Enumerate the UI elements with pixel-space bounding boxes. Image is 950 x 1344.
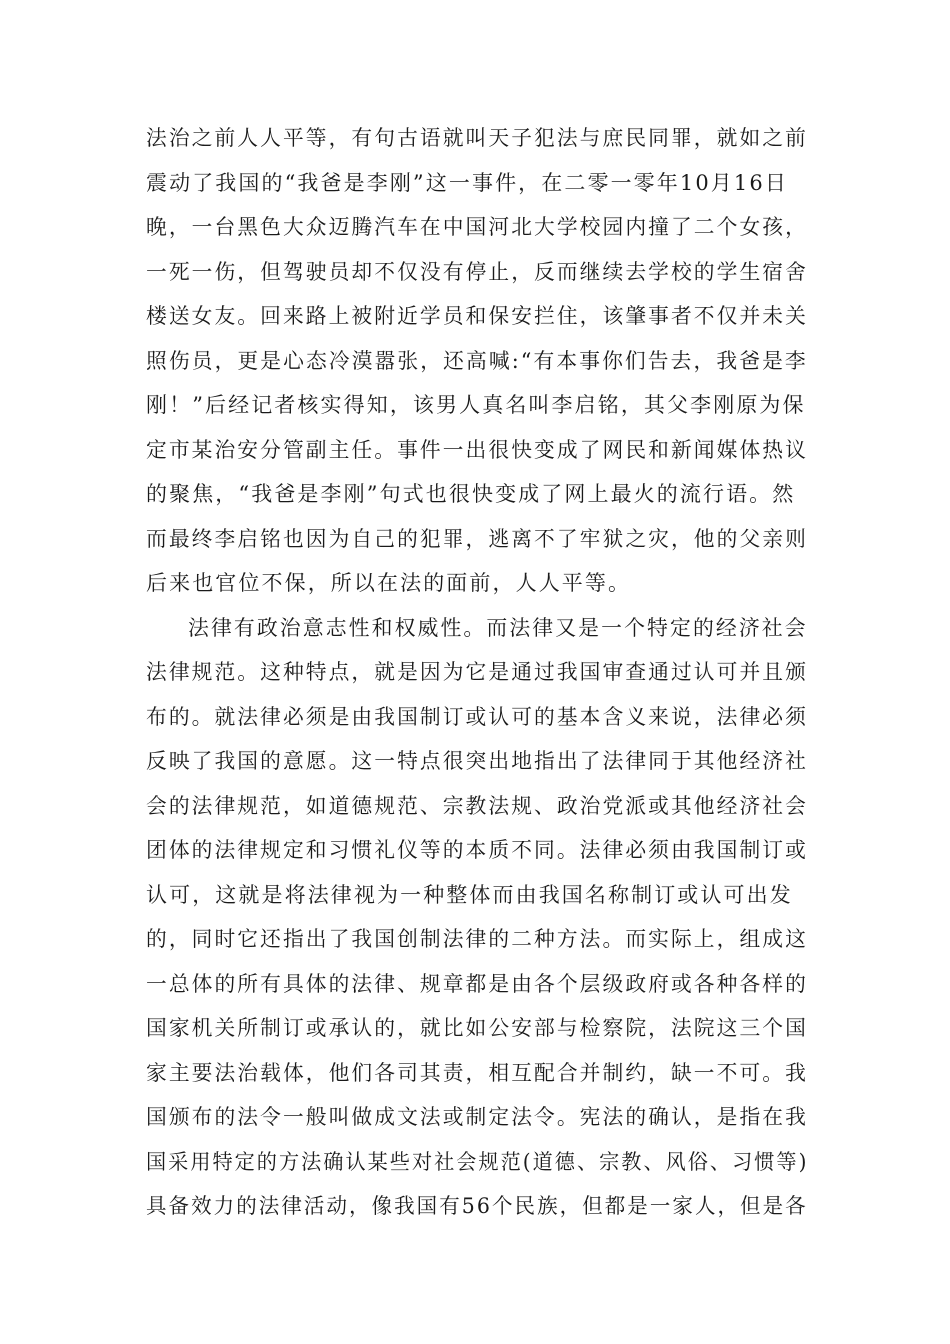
text-line: 的聚焦，“我爸是李刚”句式也很快变成了网上最火的流行语。然 xyxy=(146,482,796,506)
text-line: 反映了我国的意愿。这一特点很突出地指出了法律同于其他经济社 xyxy=(146,749,808,773)
text-line: 的，同时它还指出了我国创制法律的二种方法。而实际上，组成这 xyxy=(146,927,808,951)
paragraph-first-line: 法律有政治意志性和权威性。而法律又是一个特定的经济社会 xyxy=(188,616,808,640)
text-line: 照伤员，更是心态冷漠嚣张，还高喊:“有本事你们告去，我爸是李 xyxy=(146,349,808,373)
text-line: 一总体的所有具体的法律、规章都是由各个层级政府或各种各样的 xyxy=(146,972,808,996)
text-line: 楼送女友。回来路上被附近学员和保安拦住，该肇事者不仅并未关 xyxy=(146,304,808,328)
text-line: 会的法律规范，如道德规范、宗教法规、政治党派或其他经济社会 xyxy=(146,794,808,818)
text-line: 晚，一台黑色大众迈腾汽车在中国河北大学校园内撞了二个女孩， xyxy=(146,215,808,239)
text-line: 法治之前人人平等，有句古语就叫天子犯法与庶民同罪，就如之前 xyxy=(146,126,808,150)
text-line: 国颁布的法令一般叫做成文法或制定法令。宪法的确认，是指在我 xyxy=(146,1105,808,1129)
text-line: 家主要法治载体，他们各司其责，相互配合并制约，缺一不可。我 xyxy=(146,1061,808,1085)
text-line: 认可，这就是将法律视为一种整体而由我国名称制订或认可出发 xyxy=(146,883,793,907)
text-line: 法律规范。这种特点，就是因为它是通过我国审查通过认可并且颁 xyxy=(146,660,808,684)
text-line: 团体的法律规定和习惯礼仪等的本质不同。法律必须由我国制订或 xyxy=(146,838,808,862)
text-line: 一死一伤，但驾驶员却不仅没有停止，反而继续去学校的学生宿舍 xyxy=(146,260,808,284)
text-line: 具备效力的法律活动，像我国有56个民族，但都是一家人，但是各 xyxy=(146,1194,808,1218)
text-line: 国家机关所制订或承认的，就比如公安部与检察院，法院这三个国 xyxy=(146,1016,808,1040)
text-line: 震动了我国的“我爸是李刚”这一事件，在二零一零年10月16日 xyxy=(146,171,788,195)
text-line: 布的。就法律必须是由我国制订或认可的基本含义来说，法律必须 xyxy=(146,705,808,729)
text-line: 定市某治安分管副主任。事件一出很快变成了网民和新闻媒体热议 xyxy=(146,438,808,462)
text-line: 而最终李启铭也因为自己的犯罪，逃离不了牢狱之灾，他的父亲则 xyxy=(146,527,808,551)
text-line: 国采用特定的方法确认某些对社会规范(道德、宗教、风俗、习惯等) xyxy=(146,1150,809,1174)
text-line: 刚！”后经记者核实得知，该男人真名叫李启铭，其父李刚原为保 xyxy=(146,393,806,417)
text-line: 后来也官位不保，所以在法的面前，人人平等。 xyxy=(146,571,632,595)
